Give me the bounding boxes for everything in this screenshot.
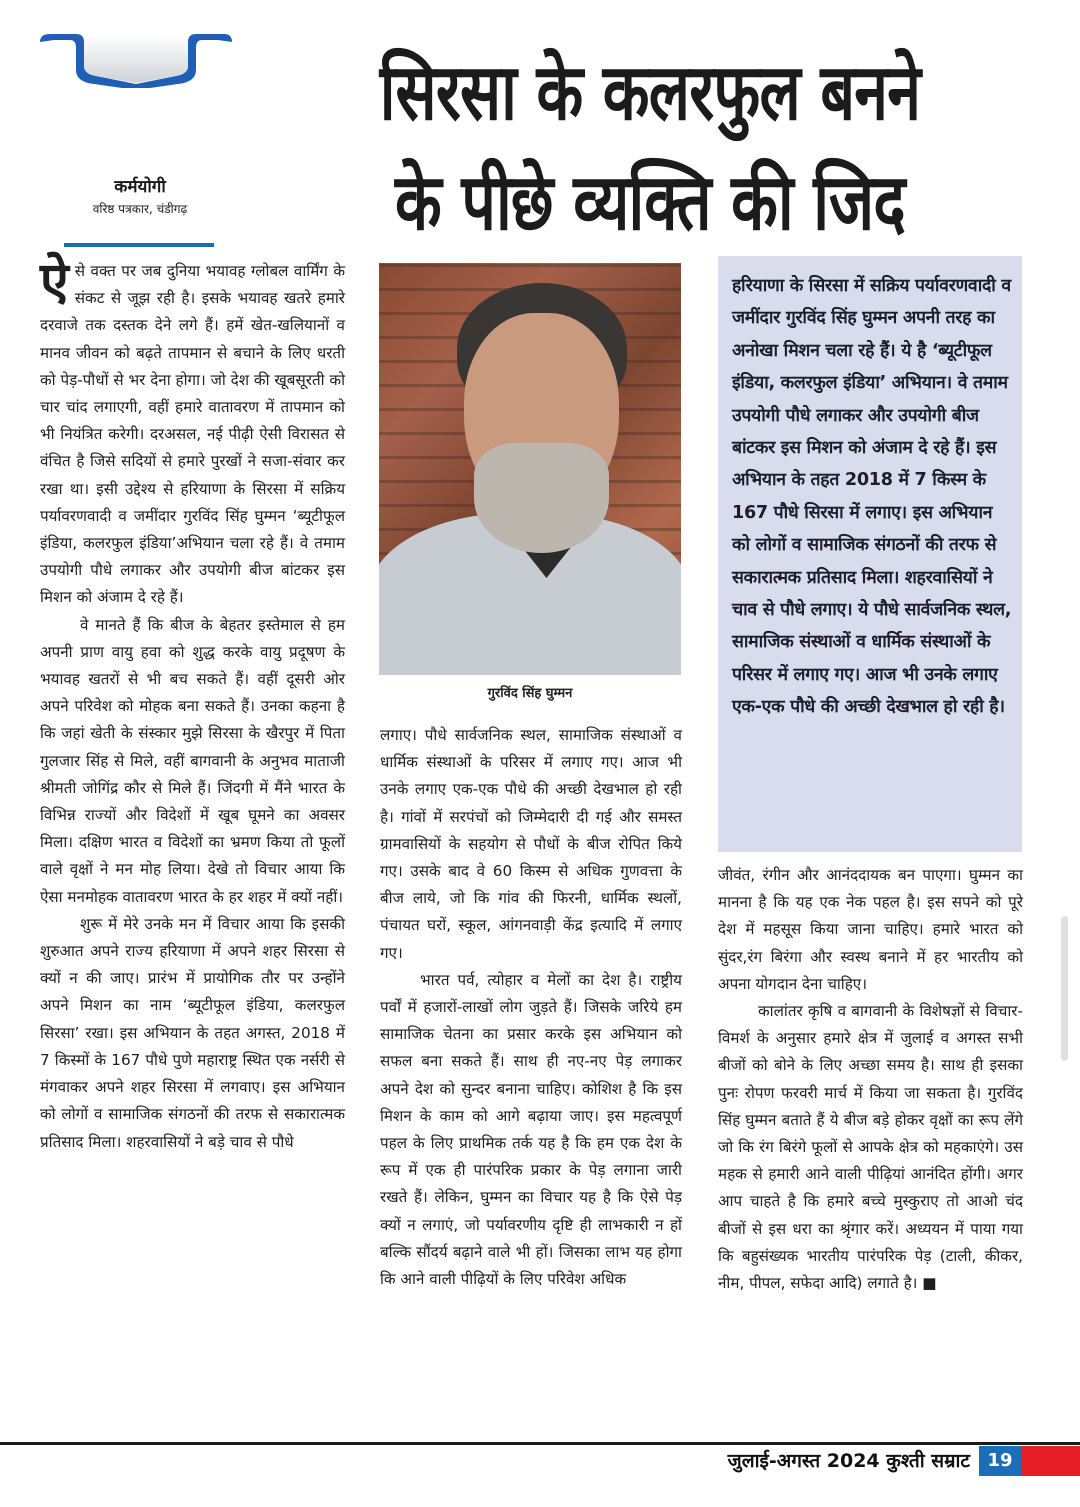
page-number: 19 xyxy=(979,1446,1021,1476)
paragraph: वे मानते हैं कि बीज के बेहतर इस्तेमाल से हम अपनी प्राण वायु हवा को शुद्ध करके वायु प्रदूषण के भयावह खतरों से भी बच सकते हैं। वहीं दूसरी ओर अपने परिवेश को मोहक बना सकते हैं। उनका कहना है कि जहां खेती के संस्कार मुझे सिरसा के खैरपुर में पिता गुलजार सिंह से मिले, वहीं बागवानी के अनुभव माताजी श्रीमती जोगिंद्र कौर से मिले हैं। जिंदगी में मैंने भारत के विभिन्न राज्यों और विदेशों में खूब घूमने का अवसर मिला। दक्षिण भारत व विदेशों का भ्रमण किया तो फूलों वाले वृक्षों ने मन मोह लिया। देखे तो विचार आया कि ऐसा मनमोहक वातावरण भारत के हर शहर में क्यों नहीं। xyxy=(40,615,345,906)
drop-cap: ऐ xyxy=(40,251,69,312)
headline-line-1: सिरसा के कलरफुल बनने xyxy=(379,48,921,138)
author-name: कर्मयोगी xyxy=(114,177,166,197)
paragraph: ऐसे वक्त पर जब दुनिया भयावह ग्लोबल वार्मिंग के संकट से जूझ रही है। इसके भयावह खतरे हमारे दरवाजे तक दस्तक देने लगे हैं। हमें खेत-खलियानों व मानव जीवन को बढ़ते तापमान से बचाने के लिए धरती को पेड़-पौधों से भर देना होगा। जो देश की खूबसूरती को चार चांद लगाएगी, वहीं हमारे वातावरण में तापमान को भी नियंत्रित करेगी। दरअसल, नई पीढ़ी ऐसी विरासत से वंचित है जिसे सदियों से हमारे पुरखों ने सजा-संवार कर रखा था। इसी उद्देश्य से हरियाणा के सिरसा में सक्रिय पर्यावरणवादी व जमींदार गुरविंद सिंह घुम्मन ‘ब्यूटीफूल इंडिया, कलरफुल इंडिया’अभियान चला रहे हैं। वे तमाम उपयोगी पौधे लगाकर और उपयोगी बीज बांटकर इस मिशन को अंजाम दे रहे हैं। xyxy=(40,251,345,607)
footer-accent-bar xyxy=(1021,1446,1080,1476)
byline-divider xyxy=(64,243,214,247)
scrollbar-thumb[interactable] xyxy=(1061,916,1068,1061)
article-column-right xyxy=(718,862,1023,1297)
paragraph: भारत पर्व, त्योहार व मेलों का देश है। राष्ट्रीय पर्वों में हजारों-लाखों लोग जुड़ते हैं। जिसके जरिये हम सामाजिक चेतना का प्रसार करके इस अभियान को सफल बना सकते हैं। साथ ही नए-नए पेड़ लगाकर अपने देश को सुन्दर बनाना चाहिए। कोशिश है कि इस मिशन के काम को आगे बढ़ाया जाए। इस महत्वपूर्ण पहल के लिए प्राथमिक तर्क यह है कि हम एक देश के रूप में एक ही पारंपरिक प्रकार के पेड़ लगाना जारी रखते हैं। लेकिन, घुम्मन का विचार यह है कि ऐसे पेड़ क्यों न लगाएं, जो पर्यावरणीय दृष्टि ही लाभकारी न हों बल्कि सौंदर्य बढ़ाने वाले भी हों। जिसका लाभ यह होगा कि आने वाली पीढ़ियों के लिए परिवेश अधिक xyxy=(380,970,682,1289)
headline-line-2: के पीछे व्यक्ति की जिद xyxy=(395,158,905,248)
paragraph: लगाए। पौधे सार्वजनिक स्थल, सामाजिक संस्थाओं व धार्मिक संस्थाओं के परिसर में लगाए गए। आज भी उनके लगाए एक-एक पौधे की अच्छी देखभाल हो रही है। गांवों में सरपंचों को जिम्मेदारी दी गई और समस्त ग्रामवासियों के सहयोग से पौधों के बीज रोपित किये गए। उसके बाद वे 60 किस्म से अधिक गुणवत्ता के बीज लाये, जो कि गांव की फिरनी, धार्मिक स्थलों, पंचायत घरों, स्कूल, आंगनवाड़ी केंद्र इत्यादि में लगाए गए। xyxy=(380,726,682,962)
article-column-left xyxy=(40,251,345,1156)
paragraph: कालांतर कृषि व बागवानी के विशेषज्ञों से विचार- विमर्श के अनुसार हमारे क्षेत्र में जुलाई व अगस्त सभी बीजों को बोने के लिए अच्छा समय है। साथ ही इसका पुनः रोपण फरवरी मार्च में किया जा सकता है। गुरविंद सिंह घुम्मन बताते हैं ये बीज बड़े होकर वृक्षों का रूप लेंगे जो कि रंग बिरंगे फूलों से आपके क्षेत्र को महकाएंगे। उस महक से हमारी आने वाली पीढ़ियां आनंदित होंगी। अगर आप चाहते है कि हमारे बच्चे मुस्कुराए तो आओ चंद बीजों से इस धरा का श्रृंगार करें। अध्ययन में पाया गया कि बहुसंख्यक भारतीय पारंपरिक पेड़ (टाली, कीकर, नीम, पीपल, सफेदा आदि) लगाते है। ■ xyxy=(718,1002,1023,1293)
portrait-photo xyxy=(379,263,681,675)
ribbon-banner-icon xyxy=(38,28,234,88)
photo-caption: गुरविंद सिंह घुम्मन xyxy=(487,686,573,701)
author-role: वरिष्ठ पत्रकार, चंडीगढ़ xyxy=(92,202,188,216)
footer-issue-label: जुलाई-अगस्त 2024 कुश्ती सम्राट xyxy=(727,1450,970,1472)
byline xyxy=(60,175,220,219)
article-column-middle xyxy=(380,722,682,1293)
headline xyxy=(338,38,962,258)
paragraph: शुरू में मेरे उनके मन में विचार आया कि इसकी शुरुआत अपने राज्य हरियाणा में अपने शहर सिरसा से क्यों न की जाए। प्रारंभ में प्रायोगिक तौर पर उन्होंने अपने मिशन का नाम ‘ब्यूटीफूल इंडिया, कलरफुल सिरसा’ रखा। इस अभियान के तहत अगस्त, 2018 में 7 किस्मों के 167 पौधे पुणे महाराष्ट्र स्थित एक नर्सरी से मंगवाकर अपने शहर सिरसा में लगवाए। इस अभियान को लोगों व सामाजिक संगठनों की तरफ से सकारात्मक प्रतिसाद मिला। शहरवासियों ने बड़े चाव से पौधे xyxy=(40,914,345,1151)
footer-divider xyxy=(0,1442,1080,1445)
pull-quote-box: हरियाणा के सिरसा में सक्रिय पर्यावरणवादी व जमींदार गुरविंद सिंह घुम्मन अपनी तरह का अनोखा मिशन चला रहे हैं। ये है ‘ब्यूटीफूल इंडिया, कलरफुल इंडिया’ अभियान। वे तमाम उपयोगी पौधे लगाकर और उपयोगी बीज बांटकर इस मिशन को अंजाम दे रहे हैं। इस अभियान के तहत 2018 में 7 किस्म के 167 पौधे सिरसा में लगाए। इस अभियान को लोगों व सामाजिक संगठनों की तरफ से सकारात्मक प्रतिसाद मिला। शहरवासियों ने चाव से पौधे लगाए। ये पौधे सार्वजनिक स्थल, सामाजिक संस्थाओं व धार्मिक संस्थाओं के परिसर में लगाए गए। आज भी उनके लगाए एक-एक पौधे की अच्छी देखभाल हो रही है। xyxy=(718,256,1022,852)
paragraph: जीवंत, रंगीन और आनंददायक बन पाएगा। घुम्मन का मानना है कि यह एक नेक पहल है। इस सपने को पूरे देश में महसूस किया जाना चाहिए। हमारे भारत को सुंदर,रंग बिरंगा और स्वस्थ बनाने में हर भारतीय को अपना योगदान देना चाहिए। xyxy=(718,866,1023,993)
